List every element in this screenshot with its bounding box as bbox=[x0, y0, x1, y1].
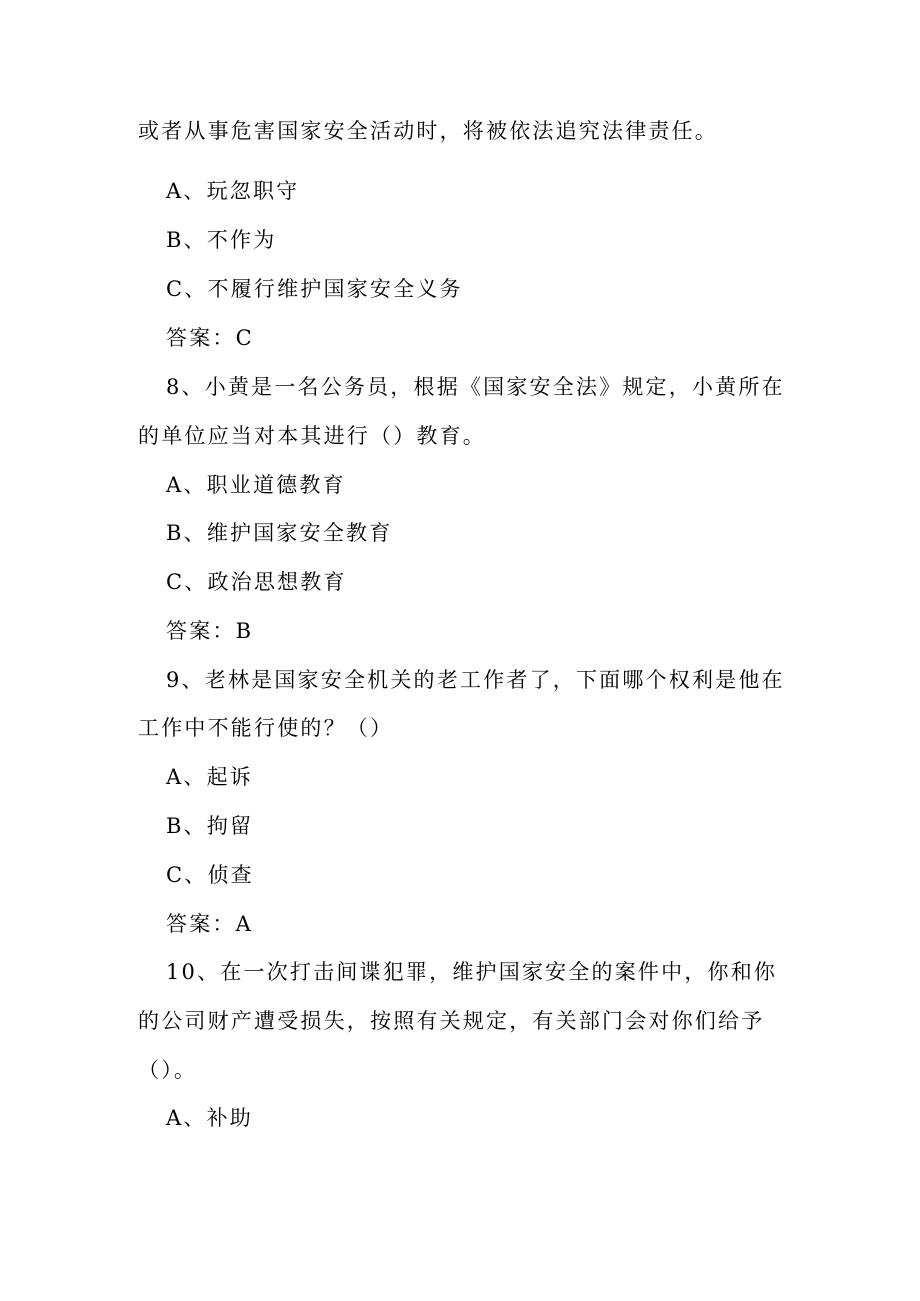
question-7-option-a: A、玩忽职守 bbox=[166, 179, 300, 203]
question-10-option-a: A、补助 bbox=[166, 1106, 253, 1130]
question-7-option-b: B、不作为 bbox=[166, 228, 277, 252]
question-8-stem-continuation: 的单位应当对本其进行（）教育。 bbox=[138, 424, 486, 448]
question-8-answer: 答案：B bbox=[166, 619, 254, 643]
question-10-stem-continuation: 的公司财产遭受损失，按照有关规定，有关部门会对你们给予 bbox=[138, 1009, 765, 1033]
question-7-answer: 答案：C bbox=[166, 326, 254, 350]
question-8-option-c: C、政治思想教育 bbox=[166, 570, 347, 594]
question-9-stem: 9、老林是国家安全机关的老工作者了，下面哪个权利是他在 bbox=[166, 668, 785, 692]
question-8-option-a: A、职业道德教育 bbox=[166, 473, 346, 497]
question-9-option-c: C、侦查 bbox=[166, 863, 254, 887]
question-9-option-b: B、拘留 bbox=[166, 814, 254, 838]
question-10-stem: 10、在一次打击间谍犯罪，维护国家安全的案件中，你和你 bbox=[166, 960, 778, 984]
question-9-answer: 答案：A bbox=[166, 912, 253, 936]
question-8-option-b: B、维护国家安全教育 bbox=[166, 521, 393, 545]
question-9-option-a: A、起诉 bbox=[166, 765, 253, 789]
question-7-stem-continuation: 或者从事危害国家安全活动时，将被依法追究法律责任。 bbox=[138, 119, 718, 143]
question-8-stem: 8、小黄是一名公务员，根据《国家安全法》规定，小黄所在 bbox=[166, 375, 785, 399]
question-7-option-c: C、不履行维护国家安全义务 bbox=[166, 277, 463, 301]
question-10-stem-end: （）。 bbox=[138, 1058, 198, 1082]
question-9-stem-continuation: 工作中不能行使的？（） bbox=[138, 716, 394, 740]
